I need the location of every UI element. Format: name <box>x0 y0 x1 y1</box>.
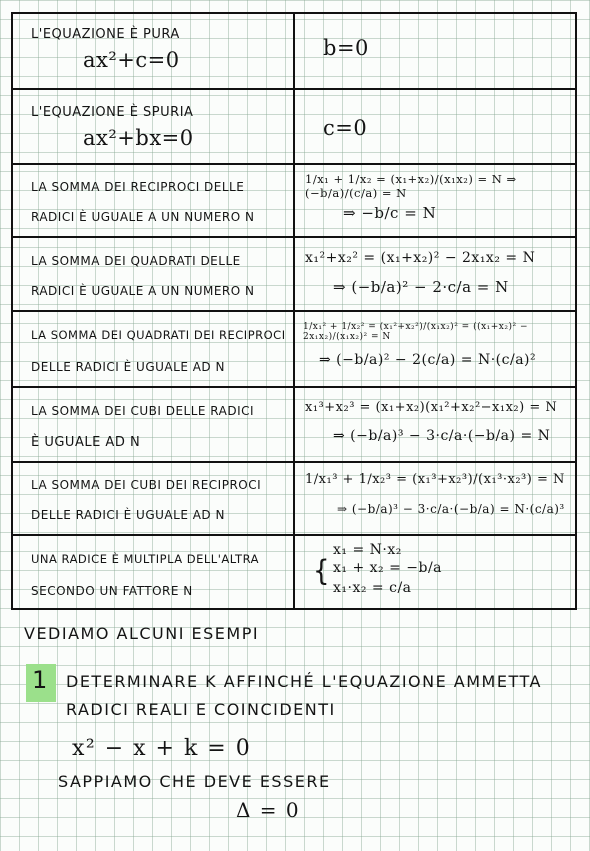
row-4-formula-line-1: x₁²+x₂² = (x₁+x₂)² − 2x₁x₂ = N <box>305 250 536 266</box>
row-4-formula-line-2: ⇒ (−b/a)² − 2·c/a = N <box>333 278 509 296</box>
example-number: 1 <box>32 666 48 694</box>
row-4-condition-line-1: LA SOMMA DEI QUADRATI DELLE <box>31 254 241 268</box>
row-3-formula-line-1: 1/x₁ + 1/x₂ = (x₁+x₂)/(x₁x₂) = N ⇒ (−b/a)/(c/a) = N <box>305 172 517 200</box>
row-5-formula-line-2: ⇒ (−b/a)² − 2(c/a) = N·(c/a)² <box>319 352 537 368</box>
row-5-formula-line-1: 1/x₁² + 1/x₂² = (x₁²+x₂²)/(x₁x₂)² = ((x₁+x₂)² − 2x₁x₂)/(x₁x₂)² = N <box>303 322 529 342</box>
row-6-formula-line-1: x₁³+x₂³ = (x₁+x₂)(x₁²+x₂²−x₁x₂) = N <box>305 400 558 415</box>
row-7-formula-line-1: 1/x₁³ + 1/x₂³ = (x₁³+x₂³)/(x₁³·x₂³) = N <box>305 472 565 487</box>
row-8-formula-line-3: x₁·x₂ = c/a <box>333 580 412 596</box>
table-row-divider <box>13 163 575 165</box>
examples-heading: VEDIAMO ALCUNI ESEMPI <box>24 624 260 643</box>
row-1-result: b=0 <box>323 36 369 60</box>
table-row-divider <box>13 236 575 238</box>
row-2-condition-equation: ax²+bx=0 <box>83 126 194 150</box>
example-note: SAPPIAMO CHE DEVE ESSERE <box>58 772 331 791</box>
formula-table <box>11 12 577 610</box>
table-row-divider <box>13 386 575 388</box>
table-row-divider <box>13 534 575 536</box>
table-row-divider <box>13 88 575 90</box>
row-6-formula-line-2: ⇒ (−b/a)³ − 3·c/a·(−b/a) = N <box>333 428 551 444</box>
row-1-condition-equation: ax²+c=0 <box>83 48 180 72</box>
row-6-condition-line-1: LA SOMMA DEI CUBI DELLE RADICI <box>31 404 255 418</box>
row-3-condition-line-2: RADICI È UGUALE A UN NUMERO N <box>31 210 255 224</box>
example-condition: Δ = 0 <box>236 798 301 822</box>
row-7-formula-line-2: ⇒ (−b/a)³ − 3·c/a·(−b/a) = N·(c/a)³ <box>337 502 565 516</box>
row-8-formula-line-1: x₁ = N·x₂ <box>333 542 402 558</box>
row-6-condition-line-2: È UGUALE AD N <box>31 435 141 450</box>
row-8-condition-line-1: UNA RADICE È MULTIPLA DELL'ALTRA <box>31 552 259 566</box>
table-row-divider <box>13 310 575 312</box>
row-1-condition-line-1: L'EQUAZIONE È PURA <box>31 27 180 42</box>
example-equation: x² − x + k = 0 <box>72 736 252 761</box>
row-2-condition-line-1: L'EQUAZIONE È SPURIA <box>31 105 194 120</box>
row-8-formula-line-2: x₁ + x₂ = −b/a <box>333 560 443 576</box>
example-text-line-1: DETERMINARE K AFFINCHÉ L'EQUAZIONE AMMETTA <box>66 672 542 691</box>
example-text-line-2: RADICI REALI E COINCIDENTI <box>66 700 336 719</box>
table-row-divider <box>13 461 575 463</box>
row-5-condition-line-2: DELLE RADICI È UGUALE AD N <box>31 360 225 374</box>
row-7-condition-line-2: DELLE RADICI È UGUALE AD N <box>31 508 225 522</box>
row-7-condition-line-1: LA SOMMA DEI CUBI DEI RECIPROCI <box>31 478 262 492</box>
row-2-result: c=0 <box>323 116 368 140</box>
row-3-condition-line-1: LA SOMMA DEI RECIPROCI DELLE <box>31 180 245 194</box>
row-8-condition-line-2: SECONDO UN FATTORE N <box>31 584 193 598</box>
row-3-formula-line-2: ⇒ −b/c = N <box>343 204 437 222</box>
row-4-condition-line-2: RADICI È UGUALE A UN NUMERO N <box>31 284 255 298</box>
row-5-condition-line-1: LA SOMMA DEI QUADRATI DEI RECIPROCI <box>31 328 286 342</box>
system-brace: { <box>313 554 331 588</box>
